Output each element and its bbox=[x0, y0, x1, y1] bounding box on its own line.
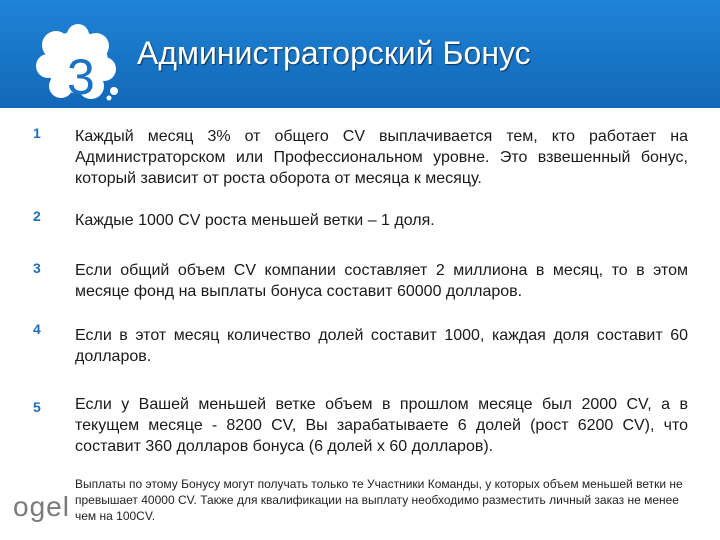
cloud-badge-icon bbox=[34, 22, 120, 104]
item-number-1: 1 bbox=[33, 125, 41, 141]
item-number-3: 3 bbox=[33, 260, 41, 276]
item-number-5: 5 bbox=[33, 399, 41, 415]
item-text-3: Если общий объем CV компании составляет 2 миллиона в месяц, то в этом месяце фонд на выплаты бонуса составит 60000 долларов. bbox=[75, 262, 688, 300]
header-bar bbox=[0, 0, 720, 108]
item-number-4: 4 bbox=[33, 321, 41, 337]
item-number-2: 2 bbox=[33, 208, 41, 224]
item-text-5: Если у Вашей меньшей ветке объем в прошлом месяце был 2000 CV, а в текущем месяце - 8200 CV, Вы зарабатываете 6 долей (рост 6200 CV), что составит 360 долларов бонуса (6 долей х 60 долларов). bbox=[75, 396, 688, 455]
item-text-1: Каждый месяц 3% от общего CV выплачивается тем, кто работает на Администраторском или Профессиональном уровне. Это взвешенный бонус, который зависит от роста оборота от месяца к месяцу. bbox=[75, 128, 688, 187]
ogel-logo: ogel bbox=[13, 491, 70, 522]
item-text-4: Если в этот месяц количество долей составит 1000, каждая доля составит 60 долларов. bbox=[75, 327, 688, 365]
item-text-2: Каждые 1000 CV роста меньшей ветки – 1 доля. bbox=[75, 212, 435, 229]
badge-number: 3 bbox=[67, 49, 95, 105]
page-title: Администраторский Бонус bbox=[137, 35, 531, 71]
footnote: Выплаты по этому Бонусу могут получать только те Участники Команды, у которых объем меньшей ветки не превышает 40000 CV. Также для квалификации на выплату необходимо разместить личный заказ не менее чем на 100CV. bbox=[75, 477, 683, 523]
